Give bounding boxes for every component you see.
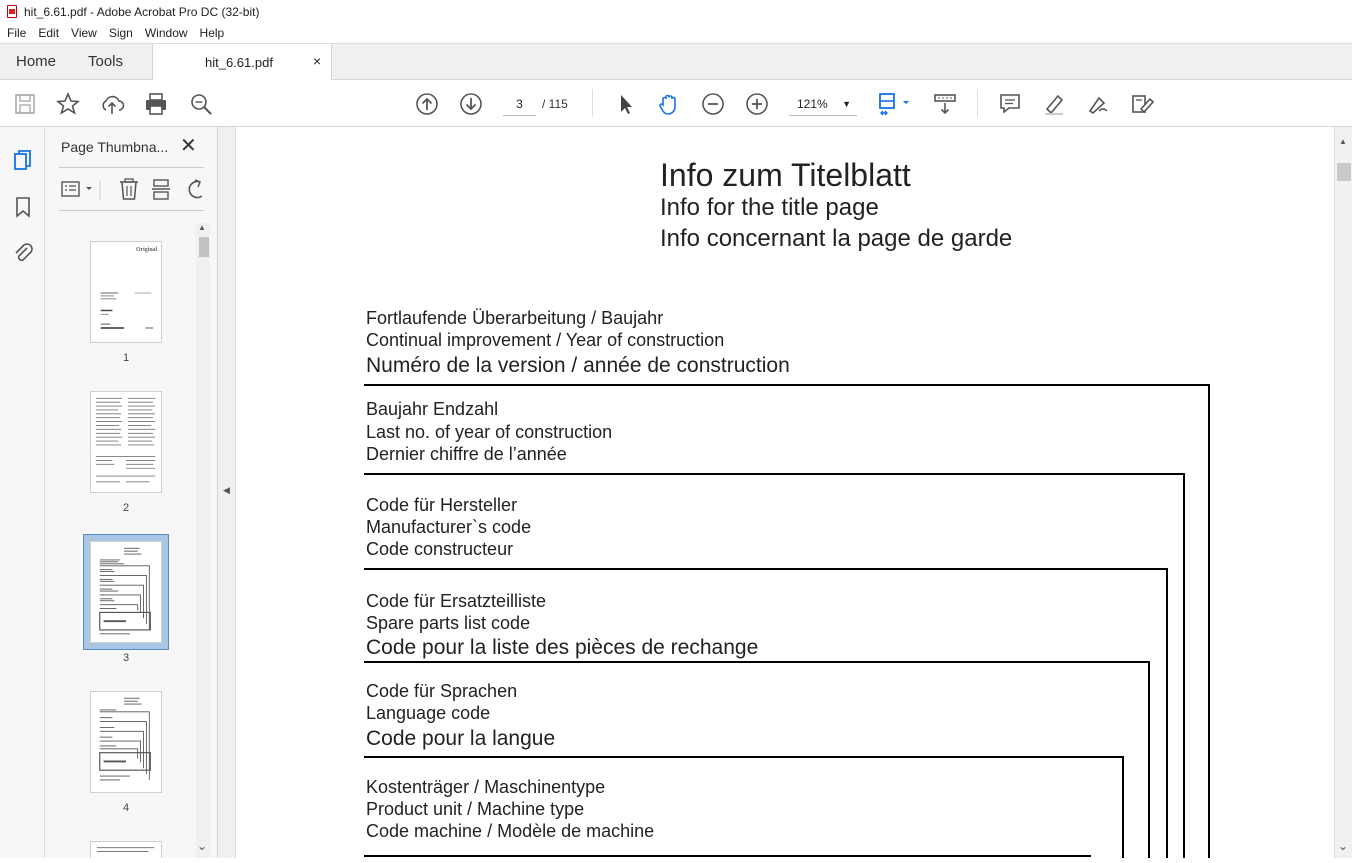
pdf-file-icon: [7, 5, 17, 18]
document-view: [236, 127, 1334, 858]
section-6-fr: Code machine / Modèle de machine: [366, 821, 655, 841]
delete-page-icon[interactable]: [120, 179, 138, 199]
svg-text:Original: Original: [136, 247, 158, 254]
upload-cloud-icon[interactable]: [99, 91, 125, 117]
document-scroll-thumb[interactable]: [1337, 163, 1351, 181]
section-1-de: Fortlaufende Überarbeitung / Baujahr: [366, 308, 664, 328]
thumbnail-logo: [136, 247, 157, 253]
section-4-en: Spare parts list code: [366, 613, 531, 633]
page-heading: Info zum Titelblatt: [660, 157, 911, 193]
section-2-de: Baujahr Endzahl: [366, 399, 499, 419]
section-5-de: Code für Sprachen: [366, 681, 518, 701]
bracket-line-5: [364, 756, 1124, 758]
fill-and-sign-icon[interactable]: [1129, 91, 1155, 117]
bookmark-star-icon[interactable]: [55, 91, 81, 117]
bracket-line-2: [364, 473, 1185, 475]
page-heading-en: Info for the title page: [660, 194, 879, 221]
toolbar-divider: [592, 89, 593, 117]
bracket-line-4: [364, 661, 1150, 663]
draw-sign-icon[interactable]: [1085, 91, 1111, 117]
menu-view[interactable]: View: [71, 26, 97, 40]
bracket-line-6: [364, 855, 1091, 857]
panel-collapse-handle[interactable]: [218, 127, 236, 858]
menu-help[interactable]: Help: [199, 26, 225, 40]
thumbnail-label-2: 2: [122, 502, 130, 514]
save-icon[interactable]: [12, 91, 38, 117]
toolbar-divider: [977, 89, 978, 117]
zoom-out-icon[interactable]: [700, 91, 726, 117]
zoom-level-select[interactable]: [789, 92, 857, 116]
panel-scroll-thumb[interactable]: [199, 237, 209, 257]
bracket-vertical-2: [1183, 473, 1185, 858]
section-4-fr: Code pour la liste des pièces de rechange: [366, 636, 759, 659]
page-thumbnail-4[interactable]: [90, 691, 162, 793]
section-3-de: Code für Hersteller: [366, 495, 518, 515]
tab-document-label: hit_6.61.pdf: [205, 55, 273, 70]
toolbar: [0, 80, 1352, 127]
panel-toolbar: [59, 167, 204, 211]
print-icon[interactable]: [143, 91, 169, 117]
bracket-vertical-1: [1208, 384, 1210, 858]
bracket-vertical-4: [1148, 661, 1150, 858]
scroll-down-icon[interactable]: ⌄: [197, 839, 208, 853]
scroll-up-icon[interactable]: ▲: [198, 223, 206, 232]
page-thumbnail-1[interactable]: [90, 241, 162, 343]
menu-edit[interactable]: Edit: [38, 26, 60, 40]
navigation-rail: [0, 127, 45, 858]
page-thumbnail-5[interactable]: [90, 841, 162, 858]
section-5-en: Language code: [366, 703, 491, 723]
section-4-de: Code für Ersatzteilliste: [366, 591, 547, 611]
select-cursor-icon[interactable]: [612, 91, 638, 117]
highlight-pen-icon[interactable]: [1041, 91, 1067, 117]
panel-scrollbar[interactable]: [196, 223, 210, 858]
scroll-up-icon[interactable]: ▲: [1339, 137, 1347, 146]
extract-pages-icon[interactable]: [152, 180, 170, 199]
section-2-en: Last no. of year of construction: [366, 422, 613, 442]
section-2-fr: Dernier chiffre de l’année: [366, 444, 567, 464]
tab-document[interactable]: [152, 44, 332, 81]
bracket-vertical-3: [1166, 568, 1168, 858]
section-6-en: Product unit / Machine type: [366, 799, 585, 819]
menu-file[interactable]: File: [7, 26, 27, 40]
scroll-down-icon[interactable]: ⌄: [1338, 839, 1349, 853]
page-total: / 115: [542, 97, 568, 111]
panel-title: Page Thumbna...: [61, 139, 169, 155]
menu-sign[interactable]: Sign: [108, 26, 133, 40]
close-panel-icon[interactable]: ✕: [180, 135, 197, 157]
attachments-icon[interactable]: [10, 239, 36, 265]
section-1-fr: Numéro de la version / année de construction: [366, 354, 790, 377]
menu-window[interactable]: Window: [144, 26, 188, 40]
close-tab-icon[interactable]: ×: [313, 53, 322, 69]
bracket-line-1: [364, 384, 1210, 386]
chevron-down-icon: ▼: [842, 99, 851, 109]
thumbnail-label-1: 1: [122, 352, 130, 364]
tab-home[interactable]: Home: [16, 53, 57, 70]
zoom-level-value: 121%: [797, 97, 828, 111]
page-thumbnails-panel: [45, 127, 218, 858]
page-fit-icon[interactable]: [876, 91, 912, 117]
page-thumbnail-2[interactable]: [90, 391, 162, 493]
section-3-en: Manufacturer`s code: [366, 517, 532, 537]
zoom-in-icon[interactable]: [744, 91, 770, 117]
thumbnail-label-4: 4: [122, 802, 130, 814]
section-1-en: Continual improvement / Year of construction: [366, 330, 725, 350]
scroll-mode-icon[interactable]: [932, 91, 958, 117]
window-title: hit_6.61.pdf - Adobe Acrobat Pro DC (32-bit): [24, 4, 260, 19]
bracket-vertical-5: [1122, 756, 1124, 858]
menu-bar: [0, 23, 1352, 43]
page-number-input[interactable]: 3: [503, 92, 536, 116]
search-zoom-icon[interactable]: [188, 91, 214, 117]
bookmarks-icon[interactable]: [10, 194, 36, 220]
next-page-icon[interactable]: [458, 91, 484, 117]
title-bar: [0, 0, 1352, 23]
thumbnail-options-icon[interactable]: [62, 182, 92, 196]
thumbnail-label-3: 3: [122, 652, 130, 664]
collapse-arrow-icon: ◀: [223, 485, 230, 495]
page-heading-fr: Info concernant la page de garde: [660, 225, 1013, 252]
section-3-fr: Code constructeur: [366, 539, 514, 559]
page-thumbnail-3[interactable]: [90, 541, 162, 643]
tab-bar: [0, 43, 1352, 80]
hand-tool-icon[interactable]: [656, 91, 682, 117]
document-scrollbar[interactable]: [1334, 127, 1352, 858]
comment-icon[interactable]: [997, 91, 1023, 117]
page-thumbnails-icon[interactable]: [10, 147, 36, 173]
rotate-page-icon[interactable]: [189, 180, 202, 198]
bracket-line-3: [364, 568, 1168, 570]
tab-tools[interactable]: Tools: [88, 53, 124, 70]
section-5-fr: Code pour la langue: [366, 727, 556, 750]
previous-page-icon[interactable]: [414, 91, 440, 117]
section-6-de: Kostenträger / Maschinentype: [366, 777, 606, 797]
